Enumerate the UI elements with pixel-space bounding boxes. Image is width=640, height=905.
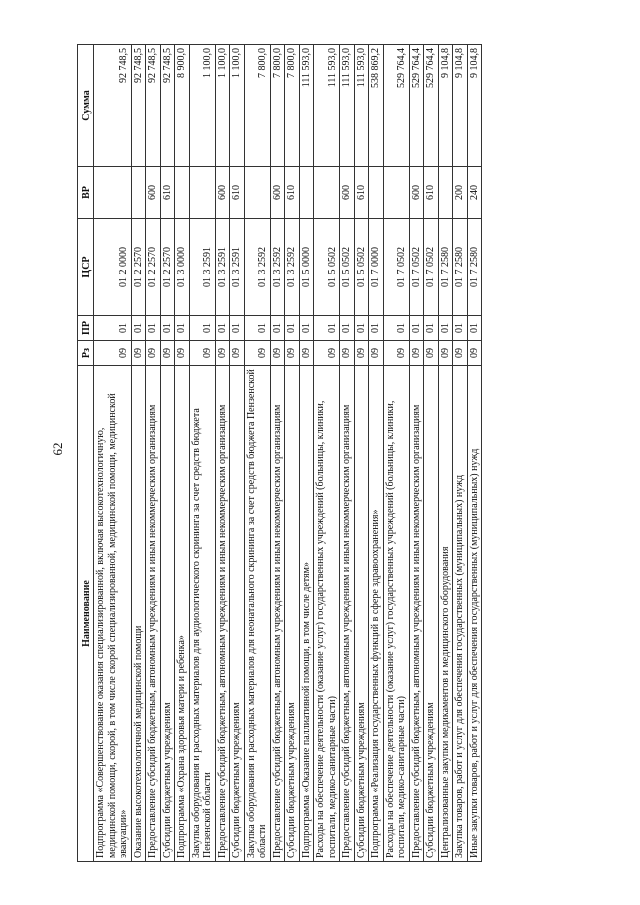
row-rz: 09	[354, 341, 369, 366]
row-pr: 01	[244, 316, 270, 341]
row-sum: 1 100,0	[189, 45, 215, 167]
row-csr: 01 7 0502	[409, 219, 424, 316]
row-pr: 01	[424, 316, 439, 341]
row-rz: 09	[160, 341, 175, 366]
row-name: Субсидии бюджетным учреждениям	[354, 366, 369, 862]
row-vr	[94, 167, 132, 219]
row-name: Предоставление субсидий бюджетным, автономным учреждениям и иным некоммерческим организациям	[146, 366, 161, 862]
row-vr	[131, 167, 146, 219]
row-name: Субсидии бюджетным учреждениям	[160, 366, 175, 862]
row-vr	[369, 167, 384, 219]
row-pr: 01	[285, 316, 300, 341]
row-rz: 09	[369, 341, 384, 366]
row-csr: 01 2 2570	[160, 219, 175, 316]
row-csr: 01 2 2570	[146, 219, 161, 316]
table-header-row	[78, 45, 94, 862]
row-rz: 09	[285, 341, 300, 366]
row-vr: 610	[354, 167, 369, 219]
table-row	[438, 45, 453, 862]
row-vr: 610	[424, 167, 439, 219]
row-sum: 92 748,5	[146, 45, 161, 167]
row-sum: 111 593,0	[299, 45, 314, 167]
row-vr	[244, 167, 270, 219]
row-pr: 01	[409, 316, 424, 341]
row-pr: 01	[94, 316, 132, 341]
row-name: Подпрограмма «Охрана здоровья матери и ребенка»	[175, 366, 190, 862]
row-vr: 240	[467, 167, 482, 219]
row-rz: 09	[409, 341, 424, 366]
row-csr: 01 7 2580	[467, 219, 482, 316]
row-vr: 600	[270, 167, 285, 219]
row-name: Предоставление субсидий бюджетным, автономным учреждениям и иным некоммерческим организациям	[215, 366, 230, 862]
row-pr: 01	[453, 316, 468, 341]
row-name: Субсидии бюджетным учреждениям	[230, 366, 245, 862]
row-pr: 01	[467, 316, 482, 341]
row-csr: 01 2 2570	[131, 219, 146, 316]
row-csr: 01 3 2592	[270, 219, 285, 316]
row-rz: 09	[189, 341, 215, 366]
row-sum: 529 764,4	[409, 45, 424, 167]
table-row	[175, 45, 190, 862]
table-row	[230, 45, 245, 862]
row-csr: 01 7 0502	[424, 219, 439, 316]
row-pr: 01	[299, 316, 314, 341]
row-vr: 610	[285, 167, 300, 219]
row-name: Закупка оборудования и расходных материалов для неонатального скрининга за счет средств бюджета Пензенской области	[244, 366, 270, 862]
row-pr: 01	[230, 316, 245, 341]
row-csr: 01 7 2580	[438, 219, 453, 316]
row-rz: 09	[270, 341, 285, 366]
header-name: Наименование	[78, 366, 94, 862]
table-row	[160, 45, 175, 862]
row-name: Предоставление субсидий бюджетным, автономным учреждениям и иным некоммерческим организациям	[270, 366, 285, 862]
row-name: Закупка товаров, работ и услуг для обеспечения государственных (муниципальных) нужд	[453, 366, 468, 862]
row-rz: 09	[424, 341, 439, 366]
row-csr: 01 3 2591	[215, 219, 230, 316]
row-pr: 01	[314, 316, 340, 341]
row-rz: 09	[340, 341, 355, 366]
row-name: Подпрограмма «Оказание паллиативной помощи, в том числе детям»	[299, 366, 314, 862]
row-sum: 111 593,0	[354, 45, 369, 167]
row-sum: 1 100,0	[230, 45, 245, 167]
row-name: Оказание высокотехнологичной медицинской помощи	[131, 366, 146, 862]
header-sum: Сумма	[78, 45, 94, 167]
rotated-table-block	[77, 45, 580, 862]
row-csr: 01 7 0000	[369, 219, 384, 316]
row-pr: 01	[160, 316, 175, 341]
header-vr: ВР	[78, 167, 94, 219]
row-csr: 01 3 0000	[175, 219, 190, 316]
row-pr: 01	[354, 316, 369, 341]
row-pr: 01	[383, 316, 409, 341]
row-rz: 09	[467, 341, 482, 366]
row-rz: 09	[314, 341, 340, 366]
row-vr: 600	[340, 167, 355, 219]
row-pr: 01	[131, 316, 146, 341]
table-row	[215, 45, 230, 862]
row-vr: 600	[215, 167, 230, 219]
row-sum: 9 104,8	[467, 45, 482, 167]
row-sum: 9 104,8	[453, 45, 468, 167]
table-row	[270, 45, 285, 862]
table-body	[94, 45, 482, 862]
row-sum: 9 104,8	[438, 45, 453, 167]
row-sum: 538 869,2	[369, 45, 384, 167]
row-sum: 1 100,0	[215, 45, 230, 167]
row-name: Расходы на обеспечение деятельности (оказание услуг) государственных учреждений (больницы, клиники, госпитали, медико-санитарные части)	[314, 366, 340, 862]
row-csr: 01 3 2591	[230, 219, 245, 316]
row-csr: 01 7 2580	[453, 219, 468, 316]
row-sum: 92 748,5	[160, 45, 175, 167]
row-vr: 610	[230, 167, 245, 219]
row-sum: 529 764,4	[424, 45, 439, 167]
page-number: 62	[50, 442, 65, 456]
row-sum: 7 800,0	[285, 45, 300, 167]
table-row	[340, 45, 355, 862]
row-name: Предоставление субсидий бюджетным, автономным учреждениям и иным некоммерческим организациям	[340, 366, 355, 862]
row-csr: 01 3 2592	[285, 219, 300, 316]
row-sum: 8 900,0	[175, 45, 190, 167]
header-rz: Рз	[78, 341, 94, 366]
row-name: Подпрограмма «Совершенствование оказания специализированной, включая высокотехнологичную, медицинской помощи, скорой, в том числе скорой специализированной, медицинской помощи, медицинской эвакуации»	[94, 366, 132, 862]
row-rz: 09	[131, 341, 146, 366]
row-csr: 01 7 0502	[383, 219, 409, 316]
row-vr	[383, 167, 409, 219]
row-rz: 09	[230, 341, 245, 366]
budget-table	[77, 44, 482, 862]
row-csr: 01 5 0502	[354, 219, 369, 316]
table-row	[369, 45, 384, 862]
row-rz: 09	[94, 341, 132, 366]
row-csr: 01 3 2591	[189, 219, 215, 316]
row-pr: 01	[369, 316, 384, 341]
row-pr: 01	[438, 316, 453, 341]
table-row	[189, 45, 215, 862]
row-csr: 01 5 0000	[299, 219, 314, 316]
row-pr: 01	[215, 316, 230, 341]
row-pr: 01	[175, 316, 190, 341]
row-name: Подпрограмма «Реализация государственных функций в сфере здравоохранения»	[369, 366, 384, 862]
table-row	[131, 45, 146, 862]
row-pr: 01	[340, 316, 355, 341]
row-vr: 600	[409, 167, 424, 219]
row-csr: 01 3 2592	[244, 219, 270, 316]
row-vr	[299, 167, 314, 219]
header-csr: ЦСР	[78, 219, 94, 316]
row-pr: 01	[270, 316, 285, 341]
table-row	[467, 45, 482, 862]
table-row	[146, 45, 161, 862]
row-sum: 7 800,0	[244, 45, 270, 167]
row-name: Централизованные закупки медикаментов и медицинского оборудования	[438, 366, 453, 862]
row-csr: 01 5 0502	[340, 219, 355, 316]
table-row	[299, 45, 314, 862]
row-vr	[175, 167, 190, 219]
row-name: Субсидии бюджетным учреждениям	[424, 366, 439, 862]
row-name: Расходы на обеспечение деятельности (оказание услуг) государственных учреждений (больницы, клиники, госпитали, медико-санитарные части)	[383, 366, 409, 862]
row-sum: 7 800,0	[270, 45, 285, 167]
row-vr	[314, 167, 340, 219]
row-sum: 92 748,5	[94, 45, 132, 167]
row-vr	[438, 167, 453, 219]
table-row	[285, 45, 300, 862]
row-csr: 01 2 0000	[94, 219, 132, 316]
table-row	[244, 45, 270, 862]
row-name: Предоставление субсидий бюджетным, автономным учреждениям и иным некоммерческим организациям	[409, 366, 424, 862]
row-sum: 111 593,0	[314, 45, 340, 167]
row-sum: 92 748,5	[131, 45, 146, 167]
table-row	[354, 45, 369, 862]
header-pr: ПР	[78, 316, 94, 341]
row-name: Иные закупки товаров, работ и услуг для обеспечения государственных (муниципальных) нужд	[467, 366, 482, 862]
row-rz: 09	[383, 341, 409, 366]
row-pr: 01	[189, 316, 215, 341]
table-row	[424, 45, 439, 862]
row-vr: 200	[453, 167, 468, 219]
row-rz: 09	[453, 341, 468, 366]
row-vr: 610	[160, 167, 175, 219]
row-vr	[189, 167, 215, 219]
row-rz: 09	[215, 341, 230, 366]
row-csr: 01 5 0502	[314, 219, 340, 316]
row-name: Субсидии бюджетным учреждениям	[285, 366, 300, 862]
row-rz: 09	[175, 341, 190, 366]
row-vr: 600	[146, 167, 161, 219]
row-rz: 09	[438, 341, 453, 366]
table-row	[383, 45, 409, 862]
row-rz: 09	[299, 341, 314, 366]
row-rz: 09	[146, 341, 161, 366]
row-name: Закупка оборудования и расходных материалов для аудиологического скрининга за счет средств бюджета Пензенской области	[189, 366, 215, 862]
table-row	[453, 45, 468, 862]
row-rz: 09	[244, 341, 270, 366]
table-row	[314, 45, 340, 862]
table-row	[409, 45, 424, 862]
row-pr: 01	[146, 316, 161, 341]
row-sum: 529 764,4	[383, 45, 409, 167]
table-row	[94, 45, 132, 862]
row-sum: 111 593,0	[340, 45, 355, 167]
